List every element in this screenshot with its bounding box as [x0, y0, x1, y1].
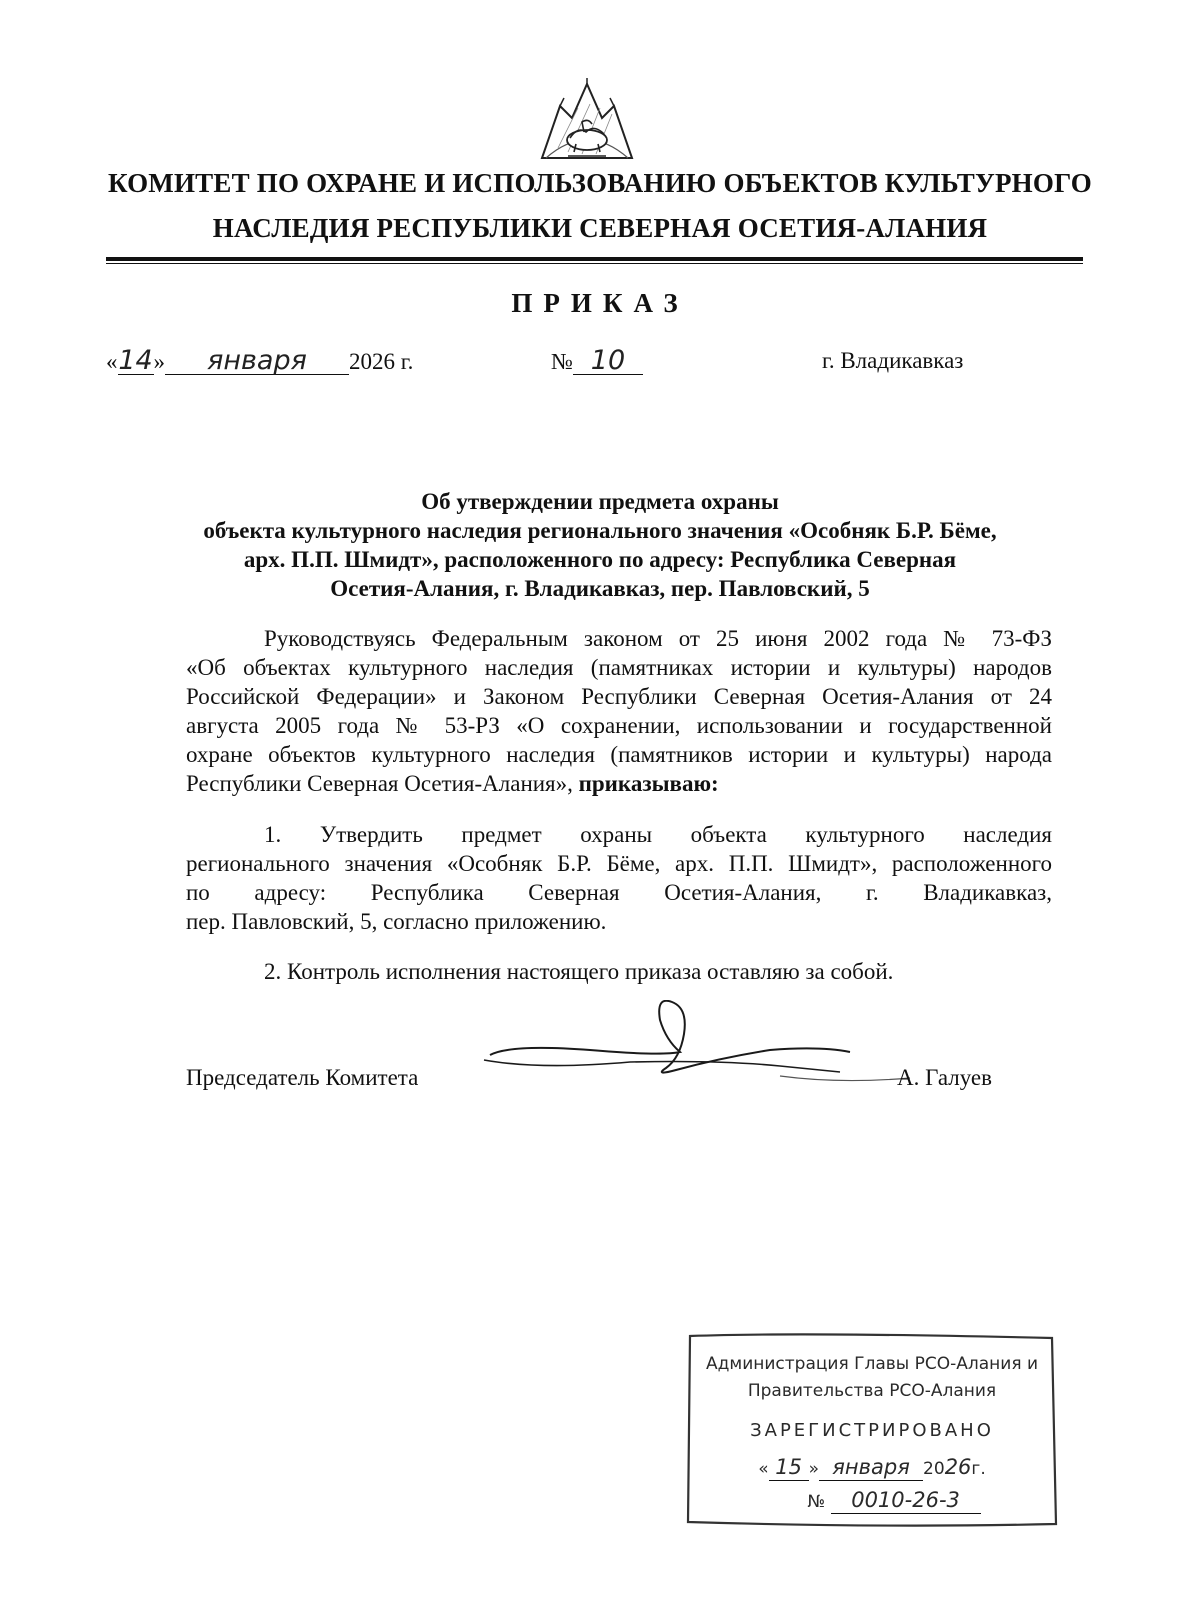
header-divider-thin	[106, 263, 1083, 264]
organization-name-line1: КОМИТЕТ ПО ОХРАНЕ И ИСПОЛЬЗОВАНИЮ ОБЪЕКТОВ КУЛЬТУРНОГО	[107, 168, 1092, 198]
preamble-paragraph	[186, 624, 1052, 798]
date-year: 2026 г.	[349, 349, 414, 374]
date-day-handwritten: 14	[118, 345, 153, 376]
paragraph-line: Руководствуясь Федеральным законом от 25 июня 2002 года № 73-ФЗ	[264, 626, 1052, 651]
order-item-2	[186, 957, 1052, 986]
number-sign: №	[551, 349, 573, 374]
paragraph-line: охране объектов культурного наследия (памятников истории и культуры) народа	[186, 742, 1052, 767]
registration-stamp	[684, 1330, 1060, 1532]
header-divider-thick	[106, 257, 1083, 261]
stamp-number	[744, 1487, 1044, 1514]
stamp-date	[684, 1454, 1060, 1481]
order-item-1	[186, 820, 1052, 936]
organization-name-line2: НАСЛЕДИЯ РЕСПУБЛИКИ СЕВЕРНАЯ ОСЕТИЯ-АЛАНИЯ	[212, 213, 988, 243]
stamp-date-close-quote: »	[808, 1459, 820, 1479]
subject-line: Осетия-Алания, г. Владикавказ, пер. Павловский, 5	[330, 576, 870, 601]
stamp-authority-line1: Администрация Главы РСО-Алания и	[705, 1354, 1038, 1374]
paragraph-line: Российской Федерации» и Законом Республики Северная Осетия-Алания от 24	[186, 684, 1052, 709]
date-month-handwritten: января	[165, 348, 349, 375]
date-open-quote: «	[106, 349, 118, 374]
order-subject	[170, 487, 1030, 603]
document-type-title: ПРИКАЗ	[511, 288, 689, 318]
stamp-authority-line2: Правительства РСО-Алания	[747, 1381, 997, 1401]
order-city: г. Владикавказ	[822, 348, 964, 373]
stamp-year-prefix: 20	[923, 1459, 945, 1479]
paragraph-line: пер. Павловский, 5, согласно приложению.	[186, 909, 607, 934]
stamp-month-handwritten: января	[819, 1454, 923, 1481]
paragraph-line: 2. Контроль исполнения настоящего приказа оставляю за собой.	[264, 959, 894, 984]
order-number-handwritten: 10	[573, 348, 643, 375]
paragraph-line: по адресу: Республика Северная Осетия-Алания, г. Владикавказ,	[186, 880, 1052, 905]
coat-of-arms-emblem	[538, 78, 636, 164]
stamp-year-suffix-handwritten: 26	[944, 1455, 972, 1479]
stamp-number-sign: №	[807, 1492, 826, 1512]
paragraph-line-text: Республики Северная Осетия-Алания»,	[186, 771, 573, 796]
paragraph-line: 1. Утвердить предмет охраны объекта культурного наследия	[264, 822, 1052, 847]
order-verb: приказываю:	[578, 771, 719, 796]
paragraph-line: «Об объектах культурного наследия (памятниках истории и культуры) народов	[186, 655, 1052, 680]
signatory-name: А. Галуев	[897, 1065, 992, 1090]
order-number	[551, 345, 643, 376]
stamp-day-handwritten: 15	[769, 1454, 809, 1481]
stamp-number-handwritten: 0010-26-3	[831, 1487, 981, 1514]
stamp-date-open-quote: «	[758, 1459, 769, 1479]
subject-line: арх. П.П. Шмидт», расположенного по адресу: Республика Северная	[243, 547, 957, 572]
handwritten-signature	[480, 1000, 950, 1125]
paragraph-line-last	[186, 769, 1052, 798]
subject-line: Об утверждении предмета охраны	[421, 489, 779, 514]
signatory-position: Председатель Комитета	[186, 1065, 419, 1090]
subject-line: объекта культурного наследия регионального значения «Особняк Б.Р. Бёме,	[203, 518, 997, 543]
paragraph-line: августа 2005 года № 53-РЗ «О сохранении, использовании и государственной	[186, 713, 1052, 738]
order-date	[106, 345, 414, 376]
date-close-quote: »	[153, 349, 165, 374]
paragraph-line: регионального значения «Особняк Б.Р. Бёме, арх. П.П. Шмидт», расположенного	[186, 851, 1052, 876]
stamp-status: ЗАРЕГИСТРИРОВАНО	[750, 1420, 994, 1441]
stamp-year-mark: г.	[971, 1459, 986, 1479]
